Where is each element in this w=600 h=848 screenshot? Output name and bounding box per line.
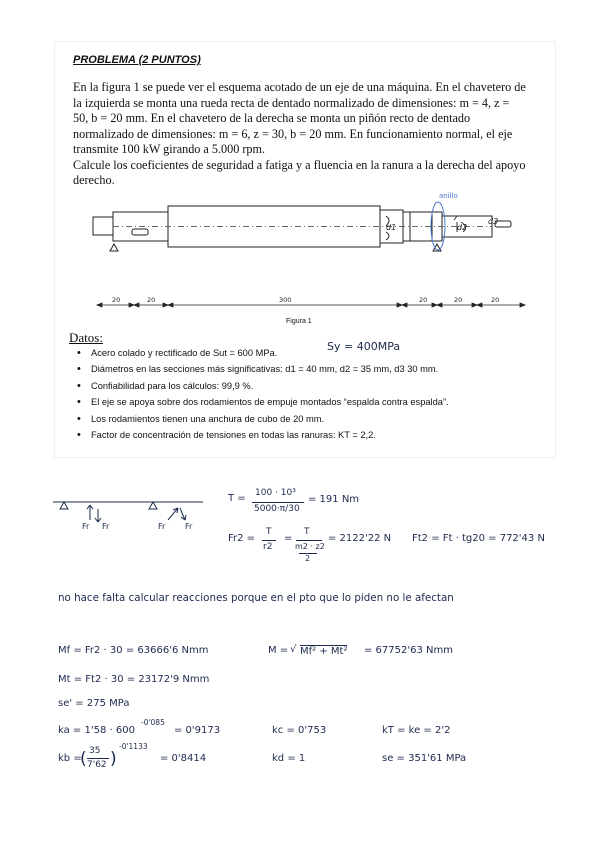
fr2-rhs: = 2122'22 N (328, 533, 392, 544)
kt-equation: kT = ke = 2'2 (382, 725, 451, 736)
fr2-m2z2: m2 · z2 (295, 542, 325, 551)
dim-label: 20 (419, 296, 428, 304)
datos-heading: Datos: (69, 330, 103, 345)
ka-value: = 0'9173 (174, 725, 221, 736)
support-left-icon (110, 244, 118, 251)
sqrt-icon: √ (290, 644, 297, 655)
kb-value: = 0'8414 (160, 753, 207, 764)
mf-equation: Mf = Fr2 · 30 = 63666'6 Nmm (58, 645, 209, 656)
fr2-lhs: Fr2 = (228, 533, 256, 544)
label-d2: d2 (457, 223, 468, 232)
datos-item: • El eje se apoya sobre dos rodamientos de empuje montados “espalda contra espalda”. (77, 394, 449, 410)
ft2-equation: Ft2 = Ft · tg20 = 772'43 N (412, 533, 545, 544)
kb-exponent: -0'1133 (119, 742, 148, 751)
m-total-expr: Mf² + Mt² (300, 646, 348, 657)
statement-line: derecho. (73, 173, 115, 187)
m-total-lhs: M = (268, 645, 289, 656)
statement-line: la izquierda se monta una rueda recta de dentado normalizado de dimensiones: m = 4, z = (73, 95, 510, 110)
datos-item: • Diámetros en las secciones más significativas: d1 = 40 mm, d2 = 35 mm, d3 30 mm. (77, 361, 449, 377)
fraction-bar (252, 502, 304, 503)
kd-equation: kd = 1 (272, 753, 306, 764)
force-label: Fr (158, 522, 166, 531)
shaft-figure (55, 192, 555, 317)
figure-caption: Figura 1 (286, 318, 312, 325)
problem-sheet (55, 42, 555, 457)
kb-den: 7'62 (87, 760, 107, 770)
force-label: Fr (185, 522, 193, 531)
fr2-two: 2 (305, 554, 311, 563)
se-prime: se' = 275 MPa (58, 698, 130, 709)
torque-lhs: T = (228, 493, 246, 504)
problem-statement (73, 80, 545, 189)
datos-item: • Los rodamientos tienen una anchura de cubo de 20 mm. (77, 411, 449, 427)
kc-equation: kc = 0'753 (272, 725, 327, 736)
comment-note: no hace falta calcular reacciones porque en el pto que lo piden no le afectan (58, 592, 454, 604)
statement-line: Calcule los coeficientes de seguridad a fatiga y a fluencia en la ranura a la derecha del apoyo (73, 157, 526, 172)
label-d1: d1 (386, 223, 397, 232)
force-label: Fr (82, 522, 90, 531)
ka-exponent: -0'085 (141, 718, 165, 727)
datos-item: • Acero colado y rectificado de Sut = 600 MPa. (77, 345, 449, 361)
torque-num: 100 · 10³ (255, 488, 296, 498)
paren-open: ( (80, 749, 87, 769)
dim-label: 20 (491, 296, 500, 304)
fr2-t: T (266, 527, 272, 537)
datos-item: • Confiabilidad para los cálculos: 99,9 %. (77, 378, 449, 394)
torque-den: 5000·π/30 (254, 504, 300, 514)
equals-sign: = (284, 533, 293, 544)
dim-label: 20 (147, 296, 156, 304)
statement-line: En la figura 1 se puede ver el esquema acotado de un eje de una máquina. En el chavetero de (73, 80, 526, 94)
se-equation: se = 351'61 MPa (382, 753, 467, 764)
datos-list (77, 345, 449, 443)
fraction-bar (296, 540, 322, 541)
statement-line: 50, b = 20 mm. En el chavetero de la derecha se monta un piñón recto de dentado (73, 111, 471, 125)
fraction-bar (87, 758, 109, 759)
dim-label: 300 (279, 296, 292, 304)
mt-equation: Mt = Ft2 · 30 = 23172'9 Nmm (58, 674, 210, 685)
fr2-r2: r2 (263, 542, 273, 552)
dim-label: 20 (112, 296, 121, 304)
fr2-t2: T (304, 527, 310, 537)
m-total-rhs: = 67752'63 Nmm (364, 645, 453, 656)
label-d3: d3 (488, 217, 499, 226)
ka-equation: ka = 1'58 · 600 (58, 725, 135, 736)
datos-item: • Factor de concentración de tensiones en todas las ranuras: KT = 2,2. (77, 427, 449, 443)
statement-line: normalizado de dimensiones: m = 6, z = 30, b = 20 mm. En funcionamiento normal, el eje (73, 126, 513, 141)
paren-close: ) (110, 749, 117, 769)
fraction-bar (262, 540, 276, 541)
annot-ranura: anillo (439, 192, 458, 200)
free-body-diagram (48, 492, 208, 537)
dim-label: 20 (454, 296, 463, 304)
torque-rhs: = 191 Nm (308, 494, 360, 505)
sy-note: Sy = 400MPa (327, 340, 401, 353)
kb-num: 35 (89, 746, 101, 756)
kb-lhs: kb = (58, 753, 82, 764)
problem-title: PROBLEMA (2 PUNTOS) (73, 54, 201, 66)
force-label: Fr (102, 522, 110, 531)
statement-line: transmite 100 kW girando a 5.000 rpm. (73, 142, 266, 156)
